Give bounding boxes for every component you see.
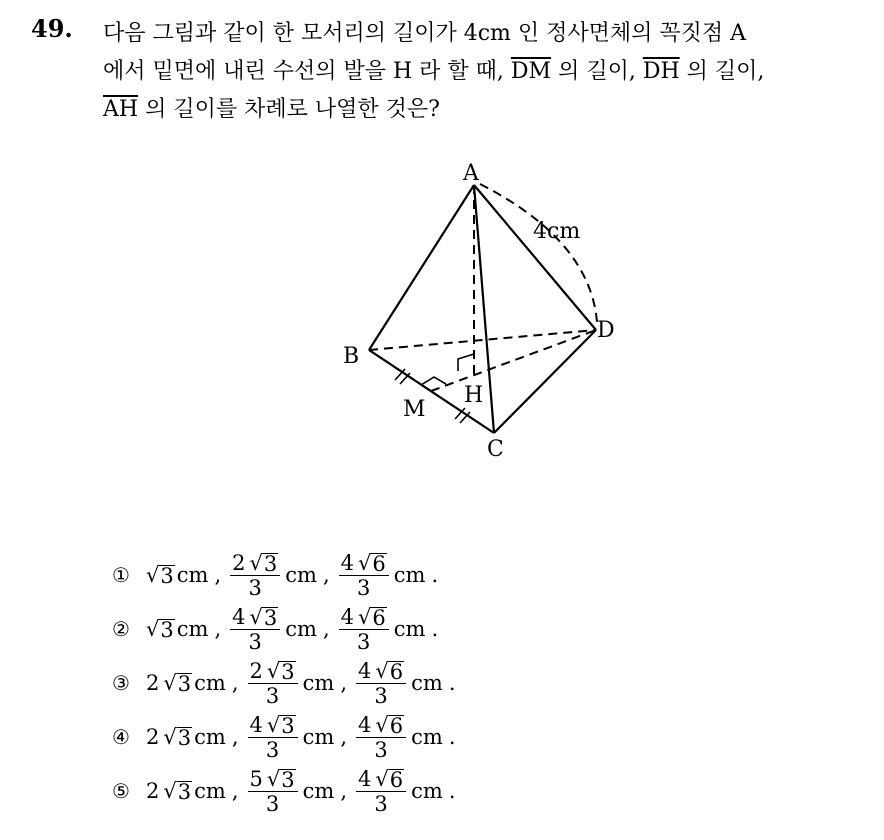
fraction-numerator [230,551,280,576]
period: . [448,725,456,749]
fraction-numerator [230,605,280,630]
radical-sign: √ [266,712,281,737]
unit: cm [302,779,335,803]
choice-number: ③ [112,671,130,695]
fraction-numerator [339,551,389,576]
radical [163,671,192,695]
coefficient: 2 [249,658,263,683]
unit: cm [194,779,226,803]
answer-choice[interactable] [112,656,462,710]
radical [375,713,404,737]
period: . [448,779,456,803]
answer-choice[interactable] [112,764,462,818]
coefficient: 4 [358,766,372,791]
comma: , [322,617,330,641]
radicand: 3 [263,551,278,576]
comma: , [340,671,348,695]
unit: cm [302,671,335,695]
fraction [339,551,389,600]
radical [250,605,279,629]
fraction [339,605,389,654]
comma: , [231,779,239,803]
coefficient: 5 [249,766,263,791]
fraction-denominator: 3 [248,575,262,600]
radical-sign: √ [146,563,160,587]
edge-cd [494,330,596,433]
fraction-denominator: 3 [265,683,280,708]
radical-sign: √ [358,604,372,629]
question-line-2-start: 에서 밑면에 내린 수선의 발을 H 라 할 때, [103,59,504,84]
fraction-numerator [356,659,406,684]
comma: , [322,563,330,587]
radical [250,551,279,575]
radicand: 3 [160,564,174,588]
radicand: 6 [389,713,404,738]
coefficient: 4 [249,712,263,737]
segment-ah: $\overline{AH}$ [103,97,139,122]
edge-ab [369,185,474,350]
fraction-numerator [356,767,406,792]
radical [267,659,296,683]
period: . [431,617,439,641]
comma: , [231,725,239,749]
question-number: 49. [31,14,73,43]
label-a: A [463,161,479,186]
fraction-denominator: 3 [248,629,262,654]
unit: cm [176,563,209,587]
radical-sign: √ [375,712,389,737]
radical [375,659,404,683]
radicand: 3 [160,618,174,642]
comma: , [231,671,239,695]
segment-dm: $\overline{DM}$ [510,59,552,84]
fraction-numerator [248,713,298,738]
unit: cm [393,617,426,641]
hidden-edge-bd [369,330,596,350]
radical [146,563,175,587]
radical-sign: √ [358,550,372,575]
choice-number: ④ [112,725,130,749]
fraction [230,605,280,654]
unit: cm [285,617,317,641]
comma: , [340,725,348,749]
fraction [248,767,298,816]
radical [163,779,192,803]
radical [146,617,175,641]
unit: cm [285,563,317,587]
fraction [248,713,298,762]
coefficient: 4 [358,712,372,737]
fraction-denominator: 3 [374,737,388,762]
unit: cm [194,671,226,695]
radical-sign: √ [266,658,281,683]
coefficient: 4 [232,604,246,629]
radicand: 3 [281,713,295,738]
fraction [356,767,406,816]
comma: , [340,779,348,803]
radical-sign: √ [266,766,281,791]
radicand: 6 [372,605,386,630]
segment-dh: $\overline{DH}$ [642,59,680,84]
answer-choice[interactable] [112,710,462,764]
question-line-2-middle: 의 길이, [558,59,636,84]
choice-number: ⑤ [112,779,130,803]
radical [358,605,387,629]
fraction-numerator [339,605,389,630]
radicand: 3 [281,659,295,684]
label-b: B [343,344,360,369]
unit: cm [411,779,443,803]
radical [163,725,192,749]
coefficient: 2 [232,550,246,575]
fraction-numerator [248,767,298,792]
radicand: 6 [372,551,386,576]
coefficient: 2 [146,671,160,695]
fraction-denominator: 3 [265,791,280,816]
label-m: M [403,397,426,422]
fraction [356,713,406,762]
coefficient: 4 [340,550,355,575]
radical [267,713,296,737]
fraction-denominator: 3 [357,575,371,600]
radical-sign: √ [249,604,263,629]
fraction [248,659,298,708]
answer-choice[interactable] [112,602,462,656]
radicand: 3 [177,672,192,696]
radical-sign: √ [375,766,389,791]
fraction-denominator: 3 [374,791,388,816]
coefficient: 4 [358,658,372,683]
fraction-denominator: 3 [265,737,280,762]
radicand: 3 [177,726,192,750]
coefficient: 2 [146,779,160,803]
radical [358,551,387,575]
question-line-2-end: 의 길이, [686,59,765,84]
radical-sign: √ [146,617,160,641]
radical-sign: √ [163,725,177,749]
radical-sign: √ [163,671,177,695]
label-c: C [487,437,504,462]
radical [375,767,404,791]
radicand: 3 [281,767,295,792]
comma: , [214,617,222,641]
fraction-numerator [248,659,298,684]
answer-choice[interactable] [112,548,462,602]
fraction [230,551,280,600]
tick-mark-bm [395,369,410,384]
unit: cm [194,725,226,749]
radical-sign: √ [249,550,263,575]
question-line-3-end: 의 길이를 차례로 나열한 것은? [145,97,440,122]
choice-number: ① [112,563,130,587]
radical-sign: √ [163,779,177,803]
coefficient: 4 [340,604,355,629]
period: . [448,671,456,695]
fraction [356,659,406,708]
radicand: 3 [263,605,278,630]
unit: cm [411,671,443,695]
radicand: 3 [177,780,192,804]
radicand: 6 [389,767,404,792]
edge-length-arc [480,184,597,322]
coefficient: 2 [146,725,160,749]
radical [267,767,296,791]
unit: cm [302,725,335,749]
period: . [431,563,439,587]
unit: cm [393,563,426,587]
edge-ad [474,185,596,330]
radical-sign: √ [375,658,389,683]
segment-dm-line [431,330,596,391]
question-line-1: 다음 그림과 같이 한 모서리의 길이가 4cm 인 정사면체의 꼭짓점 A [103,21,747,46]
radicand: 6 [389,659,404,684]
answer-choices [112,548,462,818]
fraction-denominator: 3 [357,629,371,654]
label-d: D [597,318,615,343]
unit: cm [411,725,443,749]
comma: , [214,563,222,587]
edge-length-label: 4cm [533,219,581,244]
fraction-numerator [356,713,406,738]
label-h: H [464,383,484,408]
right-angle-mark-h [458,354,474,371]
choice-number: ② [112,617,130,641]
right-angle-mark-m [421,377,446,385]
unit: cm [176,617,209,641]
tick-mark-mc [455,408,470,423]
fraction-denominator: 3 [374,683,388,708]
